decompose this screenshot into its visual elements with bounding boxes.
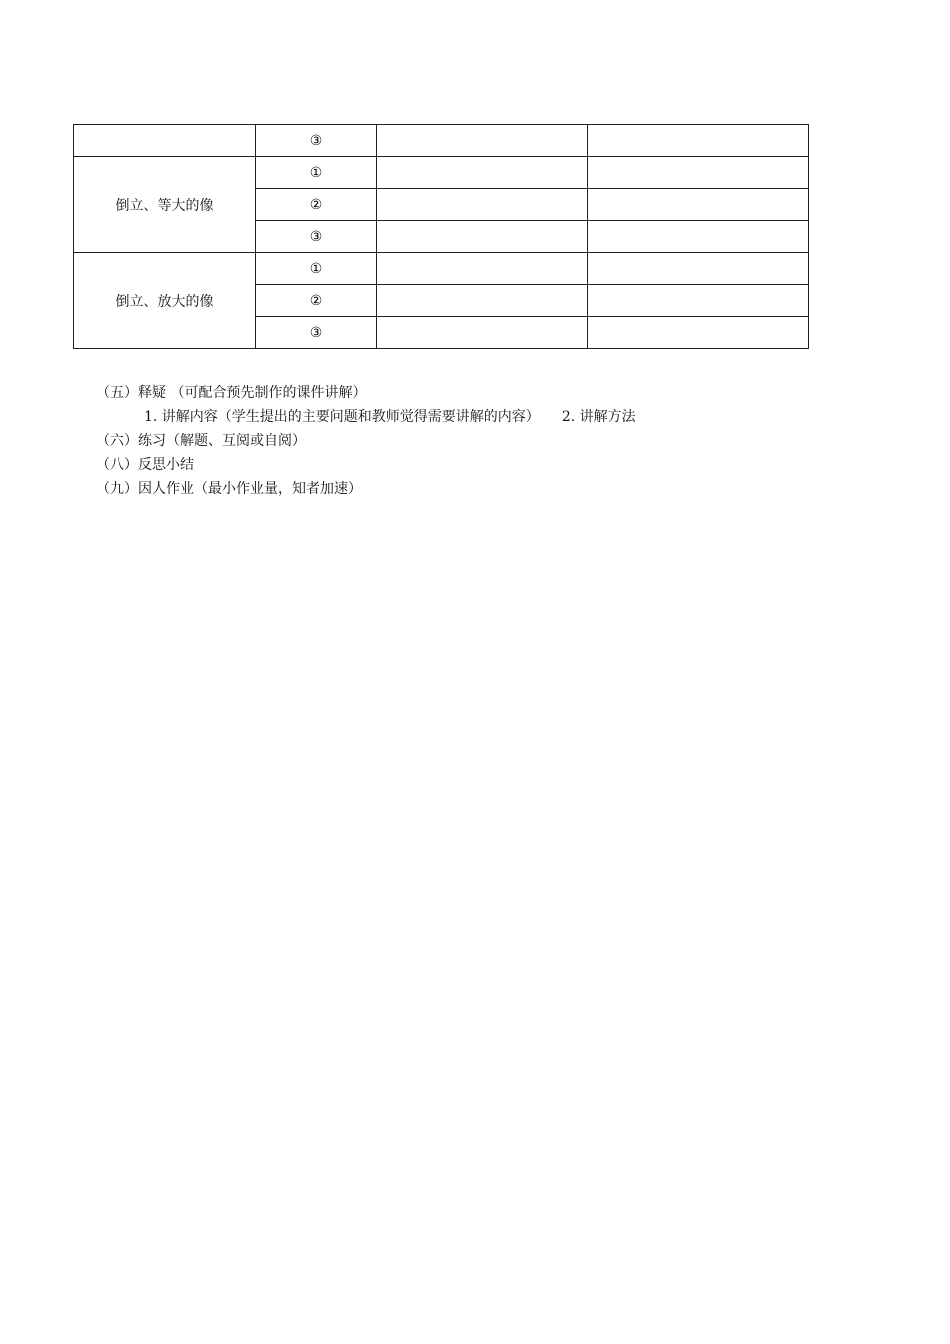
row-mark: ③: [256, 125, 377, 157]
table-cell: [588, 125, 809, 157]
explanation-items: [96, 405, 636, 429]
table-cell: [377, 317, 588, 349]
row-mark: ①: [256, 253, 377, 285]
table-cell: [377, 221, 588, 253]
row-mark: ③: [256, 317, 377, 349]
section-practice: （六）练习（解题、互阅或自阅）: [96, 433, 306, 449]
table-row: [74, 253, 809, 285]
table-cell: [588, 317, 809, 349]
row-mark: ①: [256, 157, 377, 189]
explanation-method: 2. 讲解方法: [561, 409, 636, 425]
row-mark: ②: [256, 189, 377, 221]
group-label: 倒立、等大的像: [74, 157, 256, 253]
table-cell: [588, 221, 809, 253]
section-reflection: （八）反思小结: [96, 457, 194, 473]
table-cell: [588, 285, 809, 317]
section-homework: （九）因人作业（最小作业量，知者加速）: [96, 481, 362, 497]
table-cell: [588, 189, 809, 221]
table-cell: [74, 125, 256, 157]
table-cell: [588, 157, 809, 189]
table-cell: [588, 253, 809, 285]
table-cell: [377, 285, 588, 317]
group-label: 倒立、放大的像: [74, 253, 256, 349]
table-cell: [377, 125, 588, 157]
table-row: [74, 125, 809, 157]
table-row: [74, 157, 809, 189]
row-mark: ③: [256, 221, 377, 253]
row-mark: ②: [256, 285, 377, 317]
table-cell: [377, 253, 588, 285]
lesson-notes: [96, 381, 636, 501]
explanation-content: 1. 讲解内容（学生提出的主要问题和教师觉得需要讲解的内容）: [144, 409, 540, 425]
section-explanation: （五）释疑 （可配合预先制作的课件讲解）: [96, 385, 367, 401]
table-cell: [377, 189, 588, 221]
table-cell: [377, 157, 588, 189]
lens-image-table: [73, 124, 809, 349]
